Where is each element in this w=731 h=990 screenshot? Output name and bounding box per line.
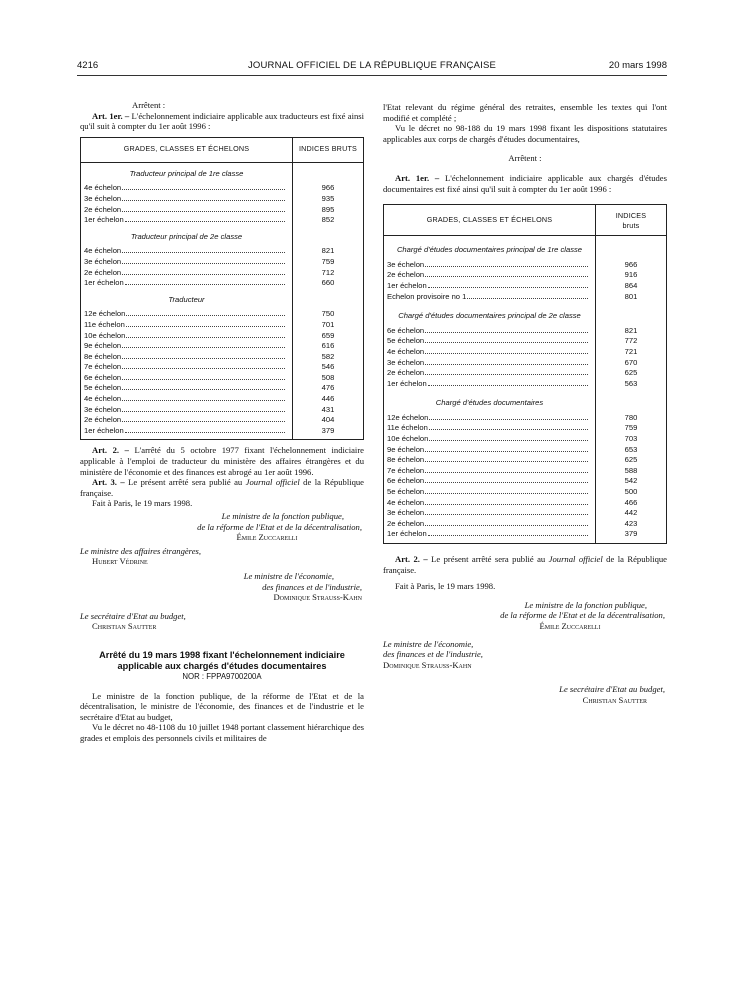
echelon-label: 6e échelon (387, 325, 425, 335)
indice-value: 442 (624, 508, 638, 518)
table-header-indices (596, 205, 667, 236)
chargés-etudes-echelon-table (383, 204, 667, 544)
group-caption-row (384, 236, 667, 260)
group-caption: Chargé d'études documentaires principal de 1re classe (384, 236, 596, 260)
echelon-label: 5e échelon (387, 336, 425, 346)
group-caption-row (384, 389, 667, 413)
dot-leader (126, 315, 285, 316)
indice-value: 701 (321, 319, 335, 329)
article-text: Le présent arrêté sera publié au (431, 554, 546, 564)
indice-value: 935 (321, 193, 335, 203)
article-label: Art. 1er. – (92, 110, 130, 121)
echelon-label: 11e échelon (84, 319, 125, 329)
indices-label: INDICES (615, 211, 647, 221)
echelon-label: 4e échelon (84, 394, 122, 404)
echelon-label: 6e échelon (387, 476, 425, 486)
indice-value: 616 (321, 341, 335, 351)
issue-date: 20 mars 1998 (608, 60, 667, 71)
dot-leader (122, 358, 285, 359)
indice-value: 379 (624, 529, 638, 539)
dot-leader (125, 221, 285, 222)
indice-value: 476 (321, 383, 335, 393)
table-header-grades: GRADES, CLASSES ET ÉCHELONS (384, 205, 596, 236)
echelon-label: 11e échelon (387, 423, 428, 433)
indice-value: 703 (624, 434, 638, 444)
table-row (81, 331, 364, 342)
indice-value: 588 (624, 465, 638, 475)
decree-title: Arrêté du 19 mars 1998 fixant l'échelonnement indiciaire applicable aux chargés d'études documentaires (99, 649, 345, 671)
signatory-title: Le ministre de la fonction publique, (524, 599, 647, 610)
article-label: Art. 1er. – (395, 172, 440, 183)
table-row (384, 519, 667, 530)
indice-value: 759 (321, 256, 335, 266)
echelon-label: 8e échelon (387, 455, 425, 465)
echelon-cell (384, 379, 596, 390)
fait-a-paris: Fait à Paris, le 19 mars 1998. (395, 581, 496, 592)
dot-leader (425, 472, 588, 473)
dot-leader (122, 400, 285, 401)
indice-value: 721 (624, 346, 638, 356)
dot-leader (122, 389, 285, 390)
left-article-2 (80, 445, 364, 477)
echelon-label: 2e échelon (84, 204, 122, 214)
echelon-cell (384, 455, 596, 466)
table-row (384, 498, 667, 509)
table-row (81, 257, 364, 268)
table-row (384, 487, 667, 498)
group-caption-row (81, 162, 364, 183)
arretent-heading: Arrêtent : (132, 100, 166, 110)
indice-value: 759 (624, 423, 638, 433)
echelon-cell (81, 394, 293, 405)
signatory-name: Émile Zuccarelli (539, 620, 601, 631)
echelon-label: 4e échelon (387, 346, 425, 356)
journal-officiel-ref: Journal officiel (245, 477, 300, 488)
echelon-cell (81, 205, 293, 216)
echelon-cell (81, 331, 293, 342)
table-row (81, 194, 364, 205)
echelon-label: 2e échelon (387, 518, 425, 528)
nor-reference: NOR : FPPA9700200A (182, 671, 262, 681)
table-row (384, 358, 667, 369)
dot-leader (425, 482, 588, 483)
dot-leader (425, 276, 588, 277)
echelon-cell (81, 309, 293, 320)
echelon-cell (384, 260, 596, 271)
dot-leader (125, 432, 285, 433)
echelon-cell (384, 368, 596, 379)
table-row (384, 529, 667, 540)
table-row (384, 455, 667, 466)
echelon-label: 1er échelon (84, 425, 124, 435)
page-number: 4216 (77, 60, 99, 71)
indice-value: 431 (321, 404, 335, 414)
indice-value: 966 (624, 259, 638, 269)
table-row (81, 405, 364, 416)
signatory-title: Le ministre de l'économie, (243, 570, 334, 581)
echelon-label: 4e échelon (387, 497, 425, 507)
echelon-cell (384, 498, 596, 509)
table-body (384, 236, 667, 544)
echelon-label: 3e échelon (84, 404, 122, 414)
dot-leader (467, 298, 588, 299)
group-caption: Chargé d'études documentaires principal de 2e classe (384, 302, 596, 326)
signatory-name: Dominique Strauss-Kahn (383, 659, 472, 670)
dot-leader (425, 514, 588, 515)
table-row (384, 445, 667, 456)
dot-leader (425, 374, 588, 375)
dot-leader (122, 347, 285, 348)
echelon-label: 10e échelon (387, 434, 429, 444)
table-row (81, 341, 364, 352)
group-caption: Chargé d'études documentaires (384, 389, 596, 413)
dot-leader (122, 252, 285, 253)
indice-value: 625 (624, 368, 638, 378)
table-row (81, 183, 364, 194)
echelon-label: 3e échelon (387, 508, 425, 518)
signatory-name: Christian Sautter (582, 694, 647, 705)
dot-leader (425, 266, 588, 267)
group-caption: Traducteur principal de 2e classe (81, 226, 293, 247)
echelon-cell (81, 362, 293, 373)
table-row (384, 281, 667, 292)
echelon-cell (384, 423, 596, 434)
echelon-cell (81, 183, 293, 194)
dot-leader (429, 440, 588, 441)
indice-value: 582 (321, 351, 335, 361)
indice-value: 660 (321, 278, 335, 288)
table-body (81, 162, 364, 440)
article-text: de la République française. (80, 477, 364, 498)
dot-leader (122, 263, 285, 264)
dot-leader (126, 326, 285, 327)
dot-leader (122, 379, 285, 380)
dot-leader (122, 200, 285, 201)
dot-leader (429, 419, 588, 420)
dot-leader (122, 274, 285, 275)
echelon-label: 2e échelon (84, 267, 122, 277)
table-row (384, 270, 667, 281)
table-row (81, 268, 364, 279)
echelon-label: 1er échelon (387, 280, 427, 290)
left-column (80, 100, 364, 744)
dot-leader (125, 284, 285, 285)
right-column (383, 102, 667, 706)
echelon-label: 4e échelon (84, 183, 122, 193)
preamble-paragraph: l'Etat relevant du régime général des retraites, ensemble les textes qui l'ont modifié et complété ; (383, 102, 667, 123)
echelon-label: 12e échelon (84, 309, 126, 319)
table-row (384, 336, 667, 347)
table-header-indices: INDICES BRUTS (293, 137, 364, 162)
indice-value: 864 (624, 280, 638, 290)
signatory-title: des finances et de l'industrie, (262, 581, 362, 592)
table-row (81, 352, 364, 363)
echelon-label: 10e échelon (84, 330, 126, 340)
fait-a-paris: Fait à Paris, le 19 mars 1998. (92, 498, 193, 509)
left-article-3 (80, 477, 364, 498)
table-row (81, 383, 364, 394)
article-text: de la République française. (383, 554, 667, 575)
left-article-1 (80, 111, 364, 132)
echelon-label: 1er échelon (84, 278, 124, 288)
traducteurs-echelon-table (80, 137, 364, 441)
group-caption-row (81, 226, 364, 247)
dot-leader (122, 189, 285, 190)
indice-value: 446 (321, 394, 335, 404)
group-caption-row (81, 289, 364, 310)
dot-leader (126, 337, 285, 338)
indice-value: 895 (321, 204, 335, 214)
table-row (81, 215, 364, 226)
echelon-cell (384, 529, 596, 540)
echelon-label: 7e échelon (84, 362, 122, 372)
indice-value: 670 (624, 357, 638, 367)
table-row (81, 394, 364, 405)
table-row (81, 205, 364, 216)
echelon-cell (384, 508, 596, 519)
article-text: L'arrêté du 5 octobre 1977 fixant l'échelonnement indiciaire applicable à l'emploi de traducteur du ministère des affaires étrangères et du ministère de l'économie et des finances est abrogé au 1er août 1996. (80, 445, 364, 477)
indice-value: 821 (624, 325, 638, 335)
table-row (81, 373, 364, 384)
echelon-cell (384, 358, 596, 369)
indice-value: 780 (624, 412, 638, 422)
echelon-cell (81, 257, 293, 268)
group-caption: Traducteur (81, 289, 293, 310)
indice-value: 966 (321, 183, 335, 193)
indice-value: 500 (624, 487, 638, 497)
echelon-cell (384, 434, 596, 445)
signatory-title: Le ministre des affaires étrangères, (80, 545, 202, 556)
table-row (384, 347, 667, 358)
indice-value: 379 (321, 425, 335, 435)
echelon-cell (384, 466, 596, 477)
signatory-title: de la réforme de l'Etat et de la décentralisation, (500, 610, 665, 621)
dot-leader (425, 332, 588, 333)
indice-value: 423 (624, 518, 638, 528)
echelon-label: 5e échelon (84, 383, 122, 393)
echelon-label: Echelon provisoire no 1 (387, 291, 467, 301)
table-row (384, 508, 667, 519)
table-row (384, 476, 667, 487)
echelon-cell (384, 519, 596, 530)
echelon-label: 12e échelon (387, 412, 429, 422)
indice-value: 801 (624, 291, 638, 301)
indice-value: 404 (321, 415, 335, 425)
table-row (81, 309, 364, 320)
right-article-2 (383, 554, 667, 575)
indice-value: 653 (624, 444, 638, 454)
signatory-title: Le secrétaire d'Etat au budget, (559, 684, 665, 695)
echelon-cell (81, 415, 293, 426)
page-header (77, 60, 667, 74)
echelon-label: 2e échelon (84, 415, 122, 425)
echelon-cell (81, 383, 293, 394)
echelon-cell (81, 194, 293, 205)
preamble-paragraph: Vu le décret no 98-188 du 19 mars 1998 fixant les dispositions statutaires applicables aux corps de chargés d'études documentaires, (383, 123, 667, 144)
indice-value: 546 (321, 362, 335, 372)
preamble-paragraph: Vu le décret no 48-1108 du 10 juillet 1948 portant classement hiérarchique des grades et emplois des personnels civils et militaires de (80, 722, 364, 743)
echelon-label: 5e échelon (387, 487, 425, 497)
indice-value: 659 (321, 330, 335, 340)
echelon-label: 8e échelon (84, 351, 122, 361)
table-row (384, 423, 667, 434)
echelon-cell (81, 246, 293, 257)
dot-leader (122, 368, 285, 369)
echelon-cell (81, 426, 293, 437)
echelon-label: 7e échelon (387, 465, 425, 475)
dot-leader (425, 353, 588, 354)
signatory-title: Le secrétaire d'Etat au budget, (80, 610, 186, 621)
dot-leader (122, 211, 285, 212)
table-row (384, 292, 667, 303)
echelon-label: 2e échelon (387, 270, 425, 280)
dot-leader (122, 421, 285, 422)
table-row (384, 466, 667, 477)
dot-leader (122, 411, 285, 412)
indice-value: 625 (624, 455, 638, 465)
arretent-heading: Arrêtent : (508, 153, 542, 164)
indice-value: 508 (321, 372, 335, 382)
table-row (81, 246, 364, 257)
dot-leader (425, 525, 588, 526)
echelon-cell (81, 373, 293, 384)
echelon-label: 3e échelon (387, 259, 425, 269)
dot-leader (428, 287, 588, 288)
dot-leader (425, 364, 588, 365)
article-label: Art. 2. – (92, 445, 129, 456)
signatory-title: Le ministre de la fonction publique, (221, 511, 344, 521)
echelon-cell (384, 270, 596, 281)
signatory-name: Émile Zuccarelli (236, 532, 298, 543)
journal-officiel-ref: Journal officiel (548, 554, 603, 564)
indice-value: 821 (321, 246, 335, 256)
signatory-name: Christian Sautter (92, 621, 157, 632)
echelon-cell (384, 292, 596, 303)
group-caption-row (384, 302, 667, 326)
echelon-cell (81, 320, 293, 331)
signatory-name: Hubert Védrine (92, 556, 148, 567)
echelon-cell (384, 326, 596, 337)
table-row (384, 260, 667, 271)
table-row (81, 415, 364, 426)
echelon-label: 1er échelon (387, 378, 427, 388)
echelon-label: 4e échelon (84, 246, 122, 256)
signatory-name: Dominique Strauss-Kahn (273, 592, 362, 603)
echelon-label: 2e échelon (387, 368, 425, 378)
indice-value: 772 (624, 336, 638, 346)
echelon-cell (384, 445, 596, 456)
table-row (81, 426, 364, 437)
echelon-cell (384, 281, 596, 292)
echelon-label: 1er échelon (387, 529, 427, 539)
dot-leader (425, 504, 588, 505)
echelon-cell (81, 268, 293, 279)
dot-leader (425, 461, 588, 462)
dot-leader (425, 493, 588, 494)
table-row (384, 368, 667, 379)
echelon-cell (81, 278, 293, 289)
bruts-label: bruts (622, 220, 640, 230)
echelon-label: 3e échelon (84, 256, 122, 266)
article-text: Le présent arrêté sera publié au (128, 477, 243, 488)
echelon-cell (81, 405, 293, 416)
echelon-cell (81, 215, 293, 226)
echelon-label: 9e échelon (387, 444, 425, 454)
article-text: L'échelonnement indiciaire applicable aux chargés d'études documentaires est fixé ainsi qu'il suit à compter du 1er août 1996 : (383, 172, 667, 194)
article-label: Art. 2. – (395, 554, 428, 564)
dot-leader (425, 451, 588, 452)
signatory-title: de la réforme de l'Etat et de la décentralisation, (197, 521, 362, 532)
echelon-cell (81, 341, 293, 352)
echelon-cell (384, 413, 596, 424)
echelon-cell (81, 352, 293, 363)
table-header-grades: GRADES, CLASSES ET ÉCHELONS (81, 137, 293, 162)
group-caption: Traducteur principal de 1re classe (81, 162, 293, 183)
echelon-label: 9e échelon (84, 341, 122, 351)
indice-value: 712 (321, 267, 335, 277)
indice-value: 542 (624, 476, 638, 486)
indice-value: 466 (624, 497, 638, 507)
preamble-paragraph: Le ministre de la fonction publique, de la réforme de l'Etat et de la décentralisation, le ministre de l'économie, des finances et de l'industrie et le secrétaire d'Etat au budget, (80, 690, 364, 722)
article-text: L'échelonnement indiciaire applicable aux traducteurs est fixé ainsi qu'il suit à compter du 1er août 1996 : (80, 110, 364, 132)
indice-value: 852 (321, 215, 335, 225)
table-row (81, 320, 364, 331)
table-row (81, 362, 364, 373)
dot-leader (429, 429, 588, 430)
echelon-label: 3e échelon (84, 193, 122, 203)
table-row (384, 434, 667, 445)
echelon-cell (384, 476, 596, 487)
indice-value: 563 (624, 378, 638, 388)
dot-leader (428, 535, 588, 536)
dot-leader (425, 342, 588, 343)
table-row (81, 278, 364, 289)
signatory-title: Le ministre de l'économie, (383, 638, 474, 649)
header-rule (77, 75, 667, 76)
signatory-title: des finances et de l'industrie, (383, 649, 483, 660)
journal-title: JOURNAL OFFICIEL DE LA RÉPUBLIQUE FRANÇAISE (247, 60, 497, 71)
indice-value: 750 (321, 309, 335, 319)
echelon-cell (384, 336, 596, 347)
table-row (384, 379, 667, 390)
indice-value: 916 (624, 270, 638, 280)
table-row (384, 326, 667, 337)
table-row (384, 413, 667, 424)
right-article-1 (383, 173, 667, 194)
echelon-label: 3e échelon (387, 357, 425, 367)
echelon-label: 6e échelon (84, 372, 122, 382)
echelon-label: 1er échelon (84, 215, 124, 225)
dot-leader (428, 385, 588, 386)
article-label: Art. 3. – (92, 477, 125, 488)
echelon-cell (384, 487, 596, 498)
echelon-cell (384, 347, 596, 358)
